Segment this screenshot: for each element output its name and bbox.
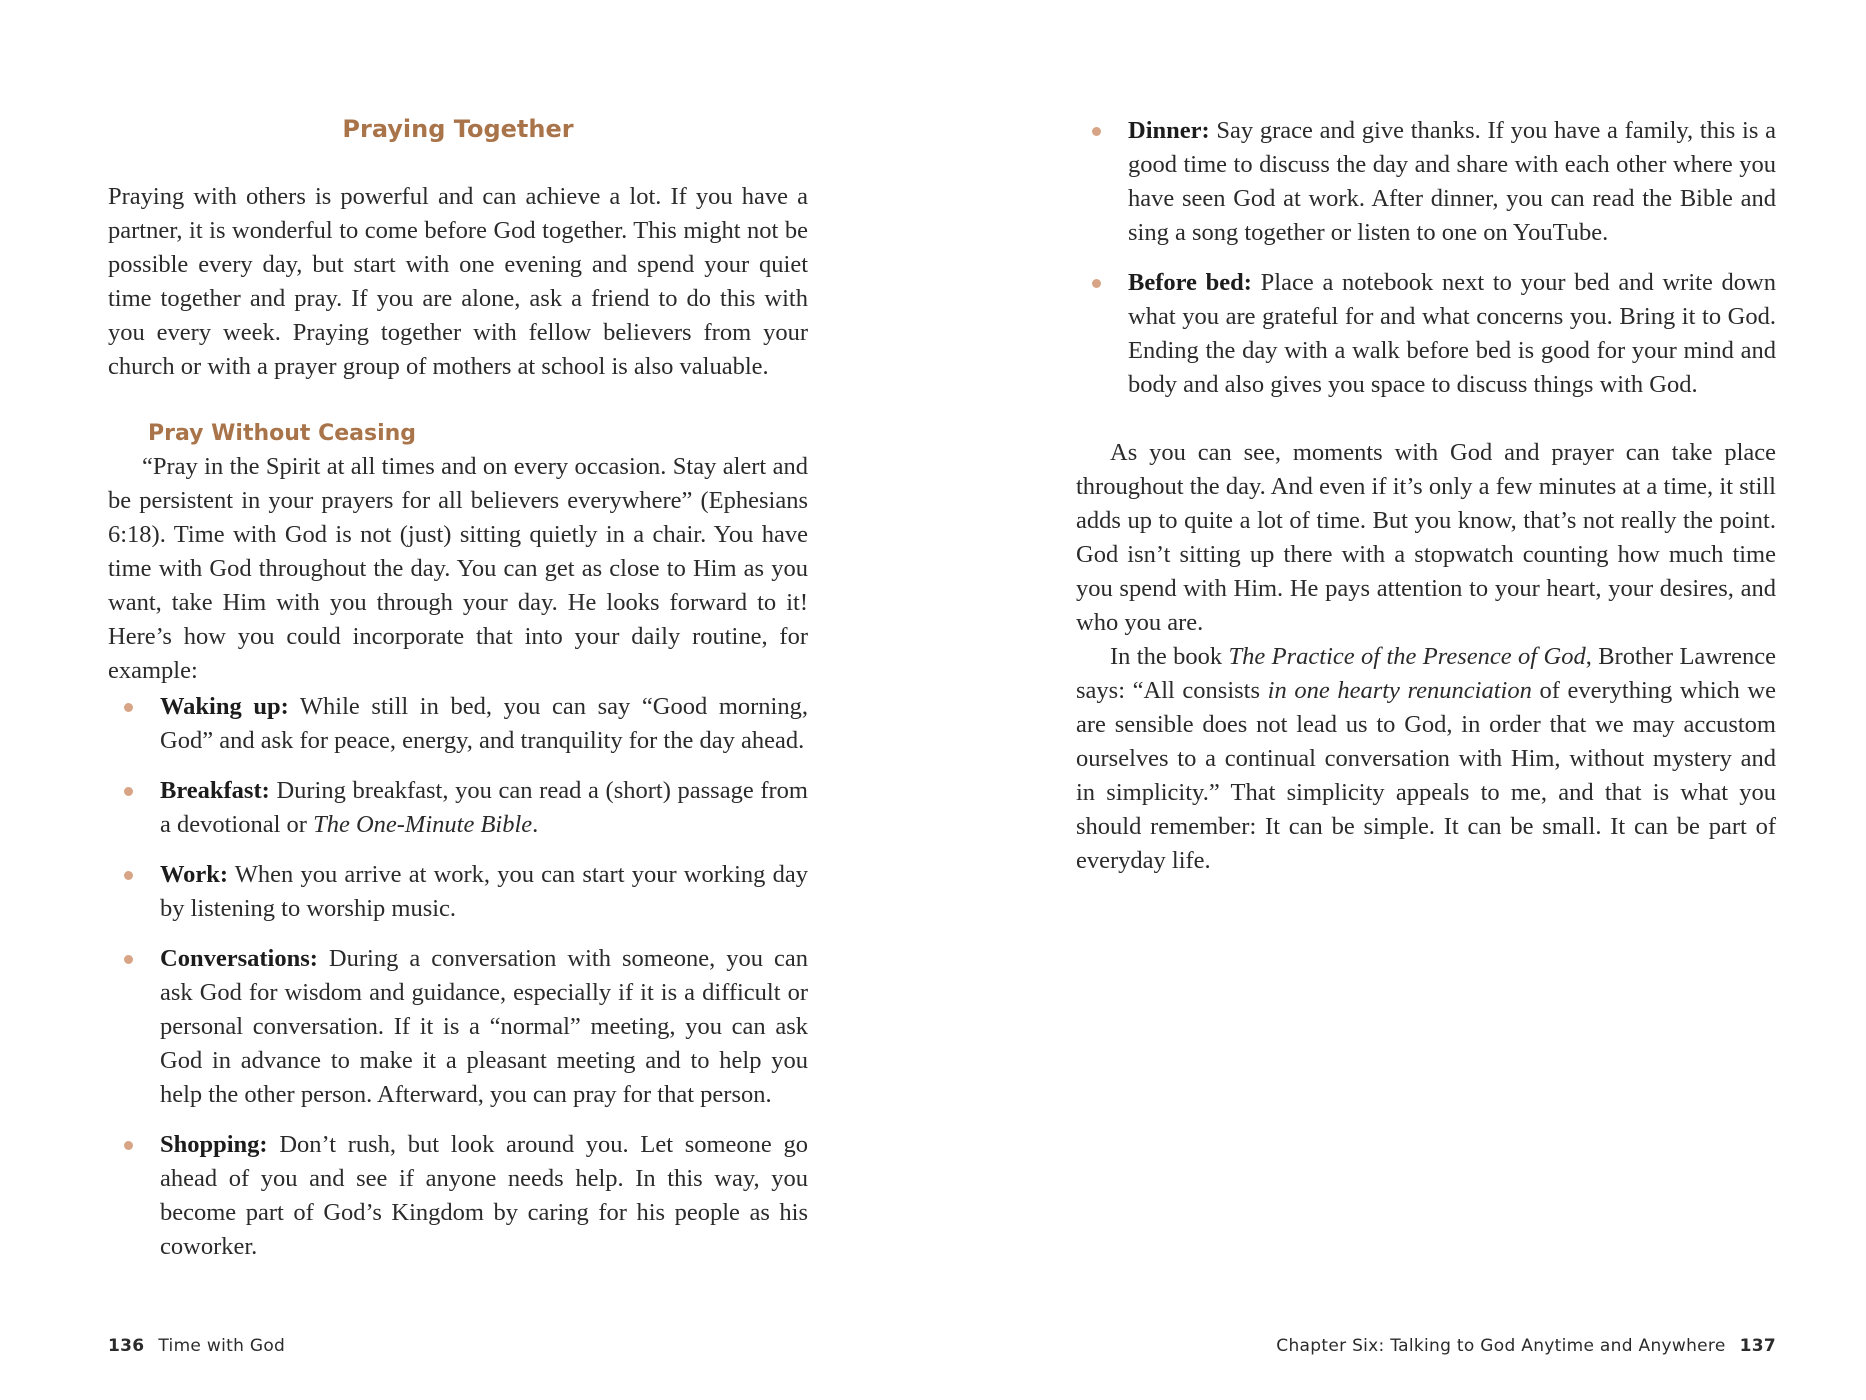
list-item-label: Before bed: — [1128, 269, 1252, 296]
list-item-text: When you arrive at work, you can start your working day by listening to worship music. — [160, 861, 808, 922]
footer-right — [1276, 1334, 1776, 1358]
bullet-icon — [1092, 127, 1101, 136]
body-paragraph — [108, 450, 808, 688]
quote-rest: of everything which we are sensible does not lead us to God, in order that we may accustom ourselves to a continual conversation with Him, without mystery and in simplicity.” That simplicity appeals to me, and that is what you should remember: It can be simple. It can be small. It can be part of everyday life. — [1076, 677, 1776, 874]
list-item-label: Waking up: — [160, 693, 289, 720]
list-item-text-end: . — [532, 811, 539, 838]
quote-intro: , Brother Lawrence says: “All consists — [1076, 643, 1777, 704]
list-item-text: Don’t rush, but look around you. Let someone go ahead of you and see if anyone needs help. In this way, you become part of God’s Kingdom by caring for his people as his coworker. — [160, 1131, 808, 1260]
closing-paragraph-1: As you can see, moments with God and prayer can take place throughout the day. And even if it’s only a few minutes at a time, it still adds up to quite a lot of time. But you know, that’s not really the point. God isn’t sitting up there with a stopwatch counting how much time you spend with Him. He pays attention to your heart, your desires, and who you are. — [1076, 439, 1776, 636]
section-heading: Praying Together — [342, 115, 574, 143]
book-title: The One-Minute Bible — [313, 811, 533, 838]
page-number: 136 — [108, 1336, 145, 1356]
book-title: The Practice of the Presence of God — [1228, 643, 1586, 670]
routine-list-right — [1076, 114, 1776, 418]
quote-lead: In the book — [1110, 643, 1229, 670]
closing-paragraph-2 — [1076, 640, 1776, 878]
body-text: “Pray in the Spirit at all times and on every occasion. Stay alert and be persistent in your prayers for all believers everywhere” (Ephesians 6:18). Time with God is not (just) sitting quietly in a chair. You have time with God throughout the day. You can get as close to Him as you want, take Him with you through your day. He looks forward to it! Here’s how you could incorporate that into your daily routine, for example: — [108, 453, 808, 684]
closing-paragraphs — [1076, 436, 1776, 878]
page-number: 137 — [1739, 1336, 1776, 1356]
list-item — [108, 690, 808, 758]
list-item-label: Work: — [160, 861, 229, 888]
list-item — [108, 942, 808, 1112]
list-item-label: Conversations: — [160, 945, 318, 972]
list-item — [1076, 114, 1776, 250]
list-item-label: Breakfast: — [160, 777, 270, 804]
list-item-text: While still in bed, you can say “Good morning, God” and ask for peace, energy, and tranquility for the day ahead. — [160, 693, 808, 754]
bullet-icon — [124, 787, 133, 796]
routine-list-left — [108, 690, 808, 1280]
running-title: Chapter Six: Talking to God Anytime and Anywhere — [1276, 1336, 1726, 1356]
bullet-icon — [124, 1141, 133, 1150]
subsection-heading: Pray Without Ceasing — [148, 421, 417, 446]
list-item — [108, 774, 808, 842]
list-item-text: During breakfast, you can read a (short) passage from a devotional or — [160, 777, 808, 838]
list-item — [108, 1128, 808, 1264]
list-item-text: Say grace and give thanks. If you have a family, this is a good time to discuss the day and share with each other where you have seen God at work. After dinner, you can read the Bible and sing a song together or listen to one on YouTube. — [1128, 117, 1776, 246]
footer-left — [108, 1334, 285, 1358]
list-item-label: Shopping: — [160, 1131, 268, 1158]
list-item — [1076, 266, 1776, 402]
running-title: Time with God — [158, 1336, 286, 1356]
bullet-icon — [124, 871, 133, 880]
intro-text: Praying with others is powerful and can achieve a lot. If you have a partner, it is wonderful to come before God together. This might not be possible every day, but start with one evening and spend your quiet time together and pray. If you are alone, ask a friend to do this with you every week. Praying together with fellow believers from your church or with a prayer group of mothers at school is also valuable. — [108, 183, 808, 380]
list-item-text: Place a notebook next to your bed and write down what you are grateful for and what concerns you. Bring it to God. Ending the day with a walk before bed is good for your mind and body and also gives you space to discuss things with God. — [1128, 269, 1777, 398]
intro-paragraph — [108, 180, 808, 384]
list-item-label: Dinner: — [1128, 117, 1210, 144]
bullet-icon — [1092, 279, 1101, 288]
bullet-icon — [124, 703, 133, 712]
quote-emphasis: in one hearty renunciation — [1267, 677, 1532, 704]
list-item-text: During a conversation with someone, you can ask God for wisdom and guidance, especially if it is a difficult or personal conversation. If it is a “normal” meeting, you can ask God in advance to make it a pleasant meeting and to help you help the other person. Afterward, you can pray for that person. — [160, 945, 808, 1108]
list-item — [108, 858, 808, 926]
bullet-icon — [124, 955, 133, 964]
